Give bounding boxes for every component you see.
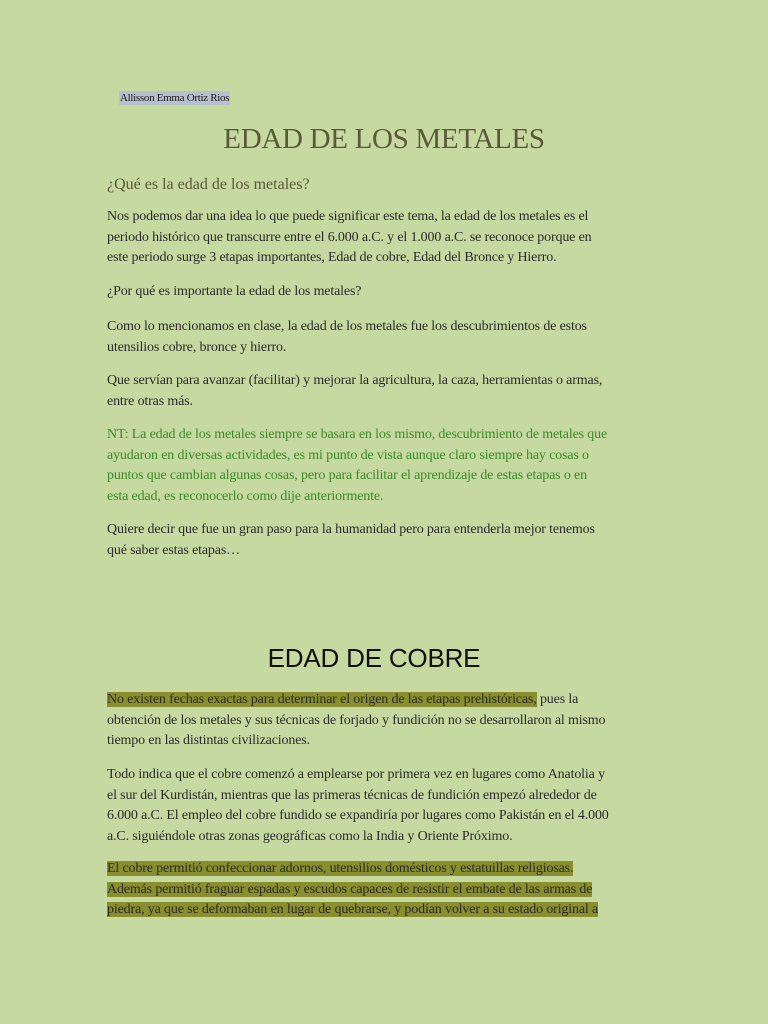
text-line: Como lo mencionamos en clase, la edad de los metales fue los descubrimientos de estos — [107, 319, 587, 334]
highlighted-text: piedra, ya que se deformaban en lugar de quebrarse, y podían volver a su estado original a — [107, 902, 599, 917]
text-fragment: pues la — [536, 692, 579, 707]
text-line — [107, 900, 667, 921]
text-line: 6.000 a.C. El empleo del cobre fundido se expandiría por lugares como Pakistán en el 4.000 — [107, 808, 609, 823]
text-line: utensilios cobre, bronce y hierro. — [107, 339, 287, 355]
text-line: periodo histórico que transcurre entre el 6.000 a.C. y el 1.000 a.C. se reconoce porque en — [107, 229, 592, 245]
text-line: Que servían para avanzar (facilitar) y mejorar la agricultura, la caza, herramientas o armas, — [107, 373, 603, 388]
question-heading-1: ¿Qué es la edad de los metales? — [107, 176, 310, 193]
text-line: Nos podemos dar una idea lo que puede significar este tema, la edad de los metales es el — [107, 209, 589, 224]
paragraph-cobre-uses — [107, 859, 667, 921]
section-title-cobre: EDAD DE COBRE — [267, 643, 481, 673]
highlighted-text: Además permitió fraguar espadas y escudos capaces de resistir el embate de las armas de — [107, 881, 593, 897]
text-line: Quiere decir que fue un gran paso para la humanidad pero para entenderla mejor tenemos — [107, 522, 595, 537]
text-line: entre otras más. — [107, 393, 193, 409]
highlighted-text: No existen fechas exactas para determinar el origen de las etapas prehistóricas, — [107, 692, 537, 707]
text-line: a.C. siguiéndole otras zonas geográficas como la India y Oriente Próximo. — [107, 828, 513, 844]
text-line: el sur del Kurdistán, mientras que las primeras técnicas de fundición empezó alrededor de — [107, 787, 597, 803]
paragraph-conclusion — [107, 520, 667, 561]
text-line — [107, 690, 667, 711]
text-line: Todo indica que el cobre comenzó a emplearse por primera vez en lugares como Anatolia y — [107, 767, 605, 782]
paragraph-cobre-origin — [107, 690, 667, 752]
author-name: Allisson Emma Ortiz Rios — [120, 92, 230, 104]
paragraph-uses — [107, 371, 667, 412]
text-line: obtención de los metales y sus técnicas de forjado y fundición no se desarrollaron al mismo — [107, 712, 606, 728]
highlighted-text: El cobre permitió confeccionar adornos, utensilios domésticos y estatuillas religiosas. — [107, 861, 574, 876]
text-line: puntos que cambian algunas cosas, pero para facilitar el aprendizaje de estas etapas o en — [107, 468, 587, 483]
text-line — [107, 880, 667, 901]
document-title: EDAD DE LOS METALES — [223, 123, 545, 155]
text-line: NT: La edad de los metales siempre se basara en los mismo, descubrimiento de metales que — [107, 427, 608, 442]
paragraph-note — [107, 425, 667, 507]
text-line: tiempo en las distintas civilizaciones. — [107, 733, 310, 748]
paragraph-intro — [107, 207, 667, 269]
paragraph-cobre-history — [107, 765, 667, 847]
text-line: qué saber estas etapas… — [107, 542, 240, 558]
text-line: este periodo surge 3 etapas importantes, Edad de cobre, Edad del Bronce y Hierro. — [107, 250, 557, 265]
paragraph-importance — [107, 317, 667, 358]
text-line: esta edad, es reconocerlo como dije anteriormente. — [107, 488, 384, 504]
text-line: ayudaron en diversas actividades, es mi punto de vista aunque claro siempre hay cosas o — [107, 447, 589, 463]
text-line — [107, 859, 667, 880]
question-heading-2: ¿Por qué es importante la edad de los metales? — [107, 284, 362, 299]
